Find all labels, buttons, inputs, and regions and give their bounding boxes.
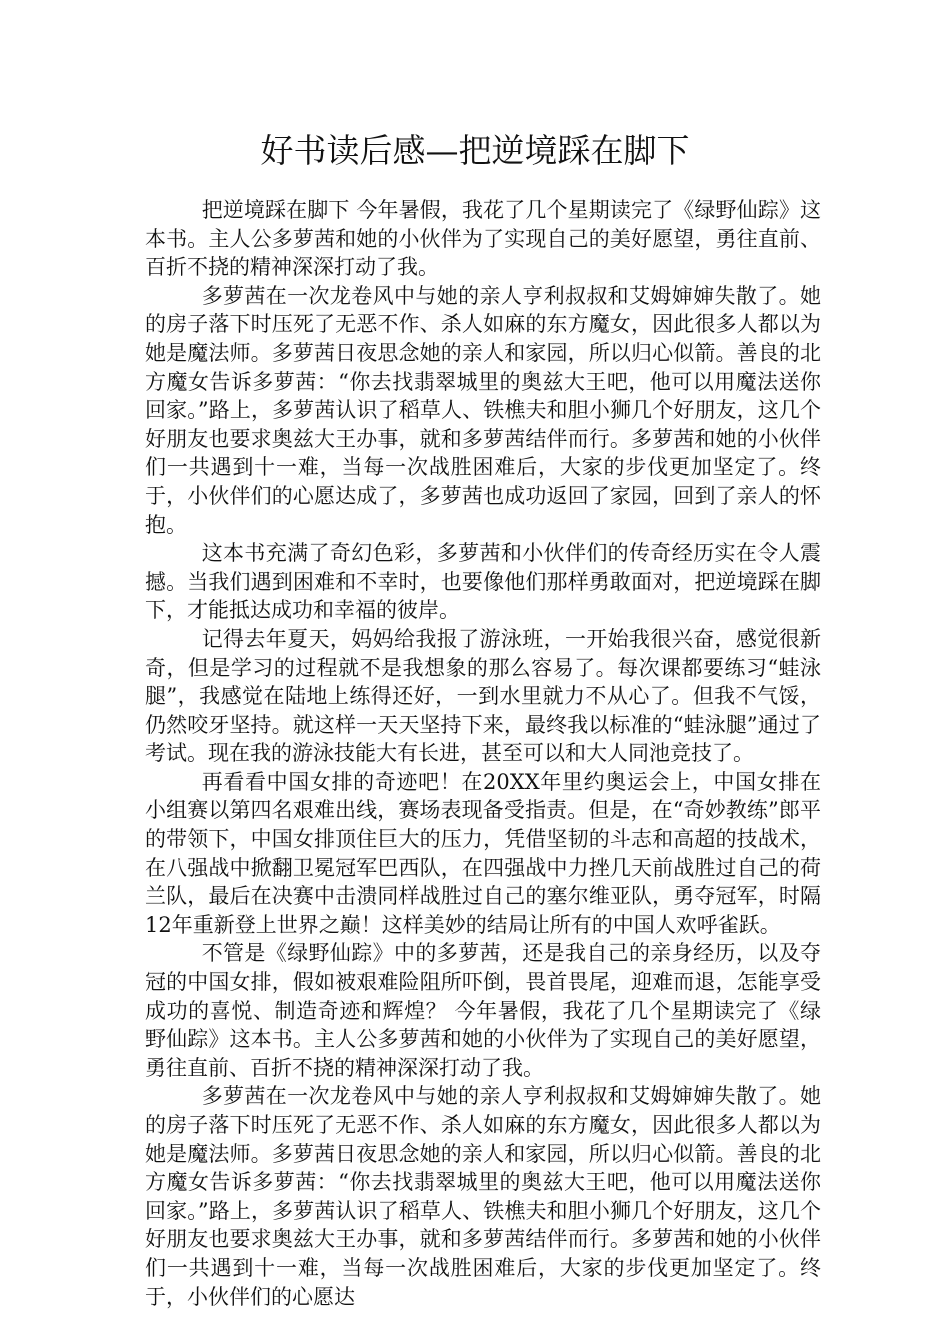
paragraph-2: 多萝茜在一次龙卷风中与她的亲人亨利叔叔和艾姆婶婶失散了。她的房子落下时压死了无恶不作、杀人如麻的东方魔女，因此很多人都以为她是魔法师。多萝茜日夜思念她的亲人和家园，所以归心似箭。善良的北方魔女告诉多萝茜：“你去找翡翠城里的奥兹大王吧，他可以用魔法送你回家。”路上，多萝茜认识了稻草人、铁樵夫和胆小狮几个好朋友，这几个好朋友也要求奥兹大王办事，就和多萝茜结伴而行。多萝茜和她的小伙伴们一共遇到十一难，当每一次战胜困难后，大家的步伐更加坚定了。终于，小伙伴们的心愿达成了，多萝茜也成功返回了家园，回到了亲人的怀抱。 [145, 283, 821, 537]
paragraph-3: 这本书充满了奇幻色彩，多萝茜和小伙伴们的传奇经历实在令人震撼。当我们遇到困难和不幸时，也要像他们那样勇敢面对，把逆境踩在脚下，才能抵达成功和幸福的彼岸。 [145, 541, 821, 623]
paragraph-7: 多萝茜在一次龙卷风中与她的亲人亨利叔叔和艾姆婶婶失散了。她的房子落下时压死了无恶不作、杀人如麻的东方魔女，因此很多人都以为她是魔法师。多萝茜日夜思念她的亲人和家园，所以归心似箭。善良的北方魔女告诉多萝茜：“你去找翡翠城里的奥兹大王吧，他可以用魔法送你回家。”路上，多萝茜认识了稻草人、铁樵夫和胆小狮几个好朋友，这几个好朋友也要求奥兹大王办事，就和多萝茜结伴而行。多萝茜和她的小伙伴们一共遇到十一难，当每一次战胜困难后，大家的步伐更加坚定了。终于，小伙伴们的心愿达 [145, 1084, 821, 1309]
paragraph-4: 记得去年夏天，妈妈给我报了游泳班，一开始我很兴奋，感觉很新奇，但是学习的过程就不是我想象的那么容易了。每次课都要练习“蛙泳腿”，我感觉在陆地上练得还好，一到水里就力不从心了。但我不气馁，仍然咬牙坚持。就这样一天天坚持下来，最终我以标准的“蛙泳腿”通过了考试。现在我的游泳技能大有长进，甚至可以和大人同池竞技了。 [145, 626, 821, 766]
paragraph-5: 再看看中国女排的奇迹吧！在20XX年里约奥运会上，中国女排在小组赛以第四名艰难出线，赛场表现备受指责。但是，在“奇妙教练”郎平的带领下，中国女排顶住巨大的压力，凭借坚韧的斗志和高超的技战术，在八强战中掀翻卫冕冠军巴西队，在四强战中力挫几天前战胜过自己的荷兰队，最后在决赛中击溃同样战胜过自己的塞尔维亚队，勇夺冠军，时隔12年重新登上世界之巅！这样美妙的结局让所有的中国人欢呼雀跃。 [145, 769, 821, 937]
document-title: 好书读后感—把逆境踩在脚下 [260, 131, 690, 170]
paragraph-1: 把逆境踩在脚下 今年暑假，我花了几个星期读完了《绿野仙踪》这本书。主人公多萝茜和她的小伙伴为了实现自己的美好愿望，勇往直前、百折不挠的精神深深打动了我。 [145, 198, 821, 280]
document-body [145, 196, 821, 1311]
paragraph-6: 不管是《绿野仙踪》中的多萝茜，还是我自己的亲身经历，以及夺冠的中国女排，假如被艰难险阻所吓倒，畏首畏尾，迎难而退，怎能享受成功的喜悦、制造奇迹和辉煌？ 今年暑假，我花了几个星期读完了《绿野仙踪》这本书。主人公多萝茜和她的小伙伴为了实现自己的美好愿望，勇往直前、百折不挠的精神深深打动了我。 [145, 941, 821, 1080]
